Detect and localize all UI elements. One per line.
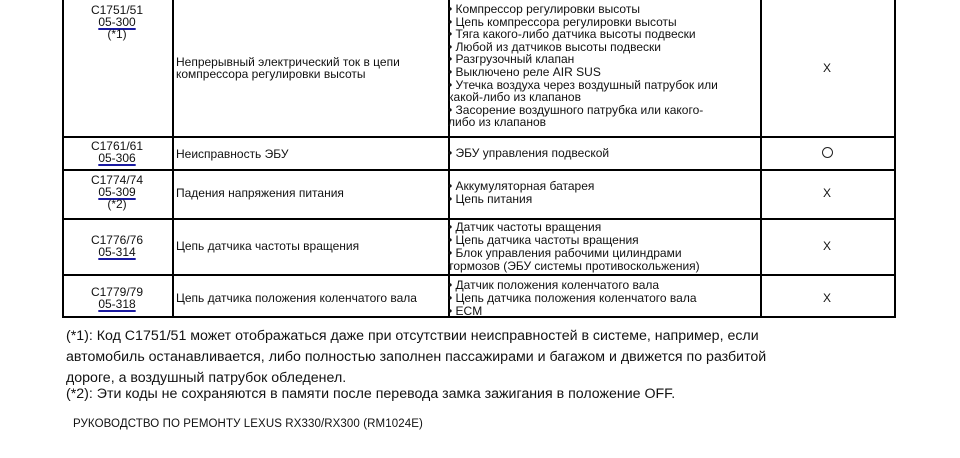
dtc-code: C1776/76 <box>90 233 144 247</box>
cause-item: • ЭБУ управления подвеской <box>448 146 610 160</box>
cause-list <box>448 180 760 206</box>
dtc-description <box>176 56 456 80</box>
description-line: Цепь датчика частоты вращения <box>176 239 360 253</box>
cause-item: • Датчик положения коленчатого вала <box>448 278 660 292</box>
cause-item: • Датчик частоты вращения <box>448 220 602 234</box>
cause-item: • Утечка воздуха через воздушный патрубок или <box>448 77 718 92</box>
page-footer: РУКОВОДСТВО ПО РЕМОНТУ LEXUS RX330/RX300 (RM1024E) <box>73 418 423 430</box>
table-row <box>62 4 172 40</box>
applicability-mark: X <box>822 239 831 253</box>
row-divider <box>62 274 896 276</box>
cause-item: • Цепь компрессора регулировки высоты <box>448 14 677 29</box>
dtc-code: C1751/51 <box>90 3 144 17</box>
applicability-mark: X <box>822 61 831 75</box>
footnote-2: (*2): Эти коды не сохраняются в памяти после перевода замка зажигания в положение OFF. <box>66 386 676 402</box>
col-divider <box>172 0 174 318</box>
dtc-description <box>176 240 456 252</box>
cause-item: • Компрессор регулировки высоты <box>448 2 640 16</box>
page-ref-link[interactable]: 05-314 <box>98 245 136 259</box>
table-row <box>62 140 172 164</box>
applicability-mark <box>762 147 892 160</box>
cause-item: тормозов (ЭБУ системы противоскольжения) <box>448 259 700 273</box>
dtc-table <box>62 0 896 318</box>
footnote-1 <box>66 326 896 389</box>
dtc-code: C1779/79 <box>90 285 144 299</box>
cause-item: • Цепь питания <box>448 192 533 206</box>
page-ref-link[interactable]: 05-318 <box>98 297 136 311</box>
table-row <box>62 286 172 310</box>
cause-item: • ECM <box>448 304 483 318</box>
cause-item: • Разгрузочный клапан <box>448 52 575 67</box>
cause-item: • Тяга какого-либо датчика высоты подвески <box>448 27 696 42</box>
description-line: Цепь датчика положения коленчатого вала <box>176 291 417 305</box>
cause-item: либо из клапанов <box>448 115 547 130</box>
description-line: Неисправность ЭБУ <box>176 147 289 161</box>
row-divider <box>62 136 896 138</box>
footnote-mark: (*2) <box>107 197 127 211</box>
applicability-mark: X <box>822 186 831 200</box>
table-row <box>62 174 172 210</box>
cause-item: • Аккумуляторная батарея <box>448 179 595 193</box>
page-ref-link[interactable]: 05-309 <box>98 185 136 199</box>
dtc-description <box>176 187 456 199</box>
footnote-line: автомобиль останавливается, либо полностью заполнен пассажирами и багажом и движется по разбитой <box>66 349 767 365</box>
cause-item: • Выключено реле AIR SUS <box>448 64 601 79</box>
cause-item: какой-либо из клапанов <box>448 90 581 105</box>
footnote-mark: (*1) <box>107 27 127 41</box>
table-row <box>62 234 172 258</box>
cause-list <box>448 279 760 318</box>
dtc-code: C1761/61 <box>90 139 144 153</box>
cause-item: • Засорение воздушного патрубка или какого- <box>448 102 704 117</box>
cause-list <box>448 3 760 129</box>
circle-mark-icon <box>822 147 833 158</box>
footnote-line: дороге, а воздушный патрубок обледенел. <box>66 370 347 386</box>
applicability-mark: X <box>822 291 831 305</box>
row-divider <box>62 169 896 171</box>
cause-list <box>448 221 760 273</box>
cause-item: • Любой из датчиков высоты подвески <box>448 39 661 54</box>
cause-item: • Цепь датчика частоты вращения <box>448 233 639 247</box>
footnote-line: (*1): Код C1751/51 может отображаться даже при отсутствии неисправностей в системе, например, если <box>66 328 759 344</box>
dtc-code: C1774/74 <box>90 173 144 187</box>
dtc-description <box>176 292 456 304</box>
description-line: Падения напряжения питания <box>176 186 344 200</box>
description-line: Непрерывный электрический ток в цепи <box>176 55 400 69</box>
cause-item: • Цепь датчика положения коленчатого вала <box>448 291 697 305</box>
cause-item: • Блок управления рабочими цилиндрами <box>448 246 682 260</box>
page-ref-link[interactable]: 05-300 <box>98 15 136 29</box>
description-line: компрессора регулировки высоты <box>176 67 366 81</box>
cause-list <box>448 147 760 159</box>
dtc-description <box>176 148 456 160</box>
page-ref-link[interactable]: 05-306 <box>98 151 136 165</box>
